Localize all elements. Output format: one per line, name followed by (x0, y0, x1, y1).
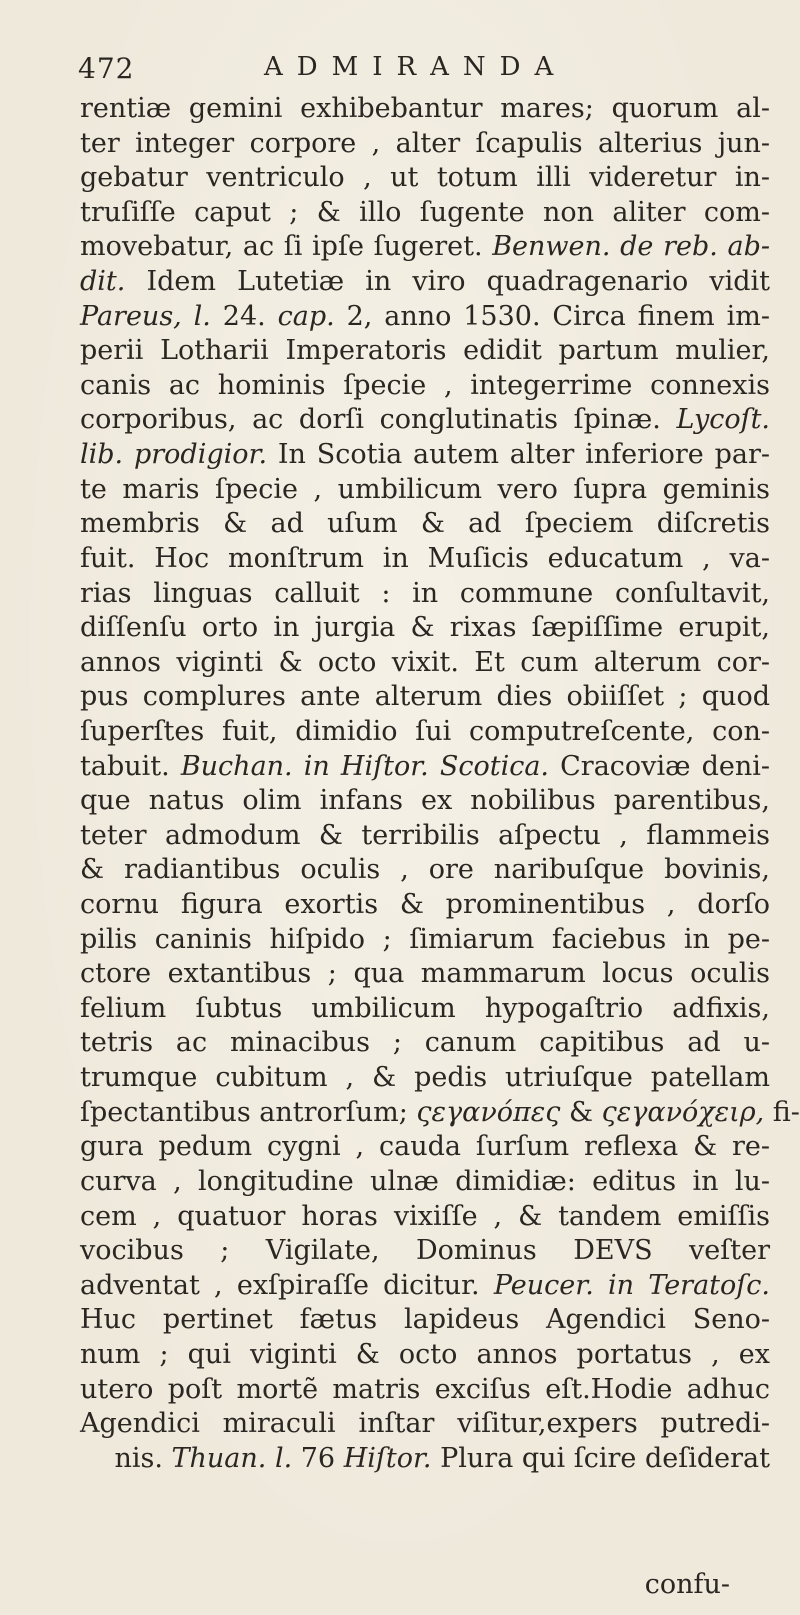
text-segment: felium ſubtus umbilicum hypogaſtrio adfixis, (80, 992, 770, 1024)
text-segment: membris & ad uſum & ad ſpeciem diſcretis (80, 508, 770, 540)
text-line (80, 577, 770, 612)
text-line (80, 1269, 770, 1304)
text-segment: gebatur ventriculo , ut totum illi videretur in- (80, 162, 770, 194)
text-segment: Huc pertinet fætus lapideus Agendici Seno- (80, 1304, 770, 1336)
running-title: ADMIRANDA (264, 52, 568, 82)
text-segment: diſſenſu orto in jurgia & rixas ſæpiſſime erupit, (80, 612, 770, 644)
text-segment: vocibus ; Vigilate, Dominus DEVS veſter (80, 1235, 770, 1267)
text-line (80, 1338, 770, 1373)
text-line (80, 1234, 770, 1269)
text-line (80, 1303, 770, 1338)
text-segment: ſpectantibus antrorſum; (80, 1096, 417, 1128)
text-segment: adventat , exſpiraſſe dicitur. (80, 1269, 494, 1301)
citation: cap. (277, 300, 335, 332)
text-segment: cem , quatuor horas vixiſſe , & tandem emiſſis (80, 1200, 770, 1232)
text-segment: gura pedum cygni , cauda ſurſum reflexa & re- (80, 1131, 770, 1163)
text-body (80, 92, 800, 1476)
text-segment: rias linguas calluit : in commune conſultavit, (80, 577, 770, 609)
text-segment: que natus olim infans ex nobilibus parentibus, (80, 785, 770, 817)
text-segment: nis. (114, 1442, 172, 1474)
text-line (80, 1061, 770, 1096)
text-segment: Idem Lutetiæ in viro quadragenario vidit (125, 266, 770, 298)
text-line (80, 819, 770, 854)
citation: Buchan. in Hiſtor. Scotica. (180, 750, 550, 782)
text-segment: & (560, 1096, 602, 1128)
text-line (80, 1407, 770, 1442)
text-line (80, 1442, 770, 1477)
text-line (80, 680, 770, 715)
text-line (80, 438, 770, 473)
text-segment: 76 (292, 1442, 344, 1474)
text-segment: Plura qui ſcire deſiderat (431, 1442, 770, 1474)
text-line (80, 196, 770, 231)
text-line (80, 957, 770, 992)
citation: dit. (80, 266, 126, 298)
text-line (80, 507, 770, 542)
text-line (80, 784, 770, 819)
text-line (80, 265, 770, 300)
page-number: 472 (78, 52, 135, 85)
text-segment: tetris ac minacibus ; canum capitibus ad u- (80, 1027, 770, 1059)
citation: Pareus, l. (80, 300, 211, 332)
text-segment: ctore extantibus ; qua mammarum locus oculis (80, 958, 770, 990)
citation: Lycoſt. (676, 404, 770, 436)
text-line (80, 127, 770, 162)
text-segment: 24. (210, 300, 278, 332)
text-segment: truſiſſe caput ; & illo ſugente non aliter com- (80, 196, 770, 228)
text-line (80, 1096, 800, 1131)
citation: Thuan. l. (171, 1442, 293, 1474)
text-segment: ter integer corpore , alter ſcapulis alterius jun- (80, 127, 770, 159)
text-line (80, 473, 770, 508)
text-segment: te maris ſpecie , umbilicum vero ſupra geminis (80, 473, 770, 505)
text-segment: fuit. Hoc monſtrum in Muſicis educatum , va- (80, 542, 770, 574)
running-head (78, 52, 758, 88)
text-line (80, 750, 770, 785)
text-line (80, 334, 770, 369)
text-line (80, 611, 770, 646)
text-line (80, 92, 770, 127)
text-line (80, 403, 770, 438)
citation: ςεγανόχειρ, (601, 1096, 765, 1128)
text-line (80, 161, 770, 196)
text-segment: utero poſt mortẽ matris exciſus eſt.Hodie adhuc (80, 1373, 770, 1405)
text-segment: cornu figura exortis & prominentibus , dorſo (80, 889, 770, 921)
text-line (80, 542, 770, 577)
text-segment: rentiæ gemini exhibebantur mares; quorum al- (80, 93, 770, 124)
text-segment: annos viginti & octo vixit. Et cum alterum cor- (80, 646, 770, 678)
text-segment: canis ac hominis ſpecie , integerrime connexis (80, 369, 770, 401)
citation: Hiſtor. (343, 1442, 432, 1474)
text-line (80, 853, 770, 888)
text-segment: In Scotia autem alter inferiore par- (267, 439, 770, 471)
text-segment: tabuit. (80, 750, 181, 782)
citation: Benwen. de reb. ab- (492, 231, 770, 263)
citation: ςεγανόπες (416, 1096, 561, 1128)
text-line (80, 1200, 770, 1235)
text-line (80, 300, 770, 335)
text-segment: pilis caninis hiſpido ; ſimiarum faciebus in pe- (80, 923, 770, 955)
text-line (80, 1165, 770, 1200)
citation: Peucer. in Teratoſc. (493, 1269, 770, 1301)
text-segment: perii Lotharii Imperatoris edidit partum mulier, (80, 335, 770, 367)
text-segment: corporibus, ac dorſi conglutinatis ſpinæ. (80, 404, 677, 436)
text-segment: ſuperſtes fuit, dimidio ſui computreſcente, con- (80, 715, 770, 747)
catchword: confu- (644, 1569, 730, 1600)
text-segment: curva , longitudine ulnæ dimidiæ: editus in lu- (80, 1165, 770, 1197)
text-segment: pus complures ante alterum dies obiiſſet ; quod (80, 681, 770, 713)
text-line (80, 1373, 770, 1408)
text-segment: num ; qui viginti & octo annos portatus , ex (80, 1338, 770, 1370)
text-segment: trumque cubitum , & pedis utriuſque patellam (80, 1062, 770, 1094)
text-line (80, 369, 770, 404)
text-segment: fi- (764, 1096, 800, 1128)
text-line (80, 888, 770, 923)
text-line (80, 923, 770, 958)
text-line (80, 992, 770, 1027)
text-segment: & radiantibus oculis , ore naribuſque bovinis, (80, 854, 770, 886)
text-segment: movebatur, ac ſi ipſe ſugeret. (80, 231, 493, 263)
text-segment: 2, anno 1530. Circa finem im- (334, 300, 770, 332)
text-segment: Agendici miraculi inſtar viſitur,expers putredi- (80, 1408, 770, 1440)
citation: lib. prodigior. (80, 439, 268, 471)
text-line (80, 230, 770, 265)
text-line (80, 646, 770, 681)
text-line (80, 1130, 770, 1165)
text-segment: Cracoviæ deni- (549, 750, 770, 782)
text-line (80, 1026, 770, 1061)
text-segment: teter admodum & terribilis aſpectu , flammeis (80, 819, 770, 851)
text-line (80, 715, 770, 750)
